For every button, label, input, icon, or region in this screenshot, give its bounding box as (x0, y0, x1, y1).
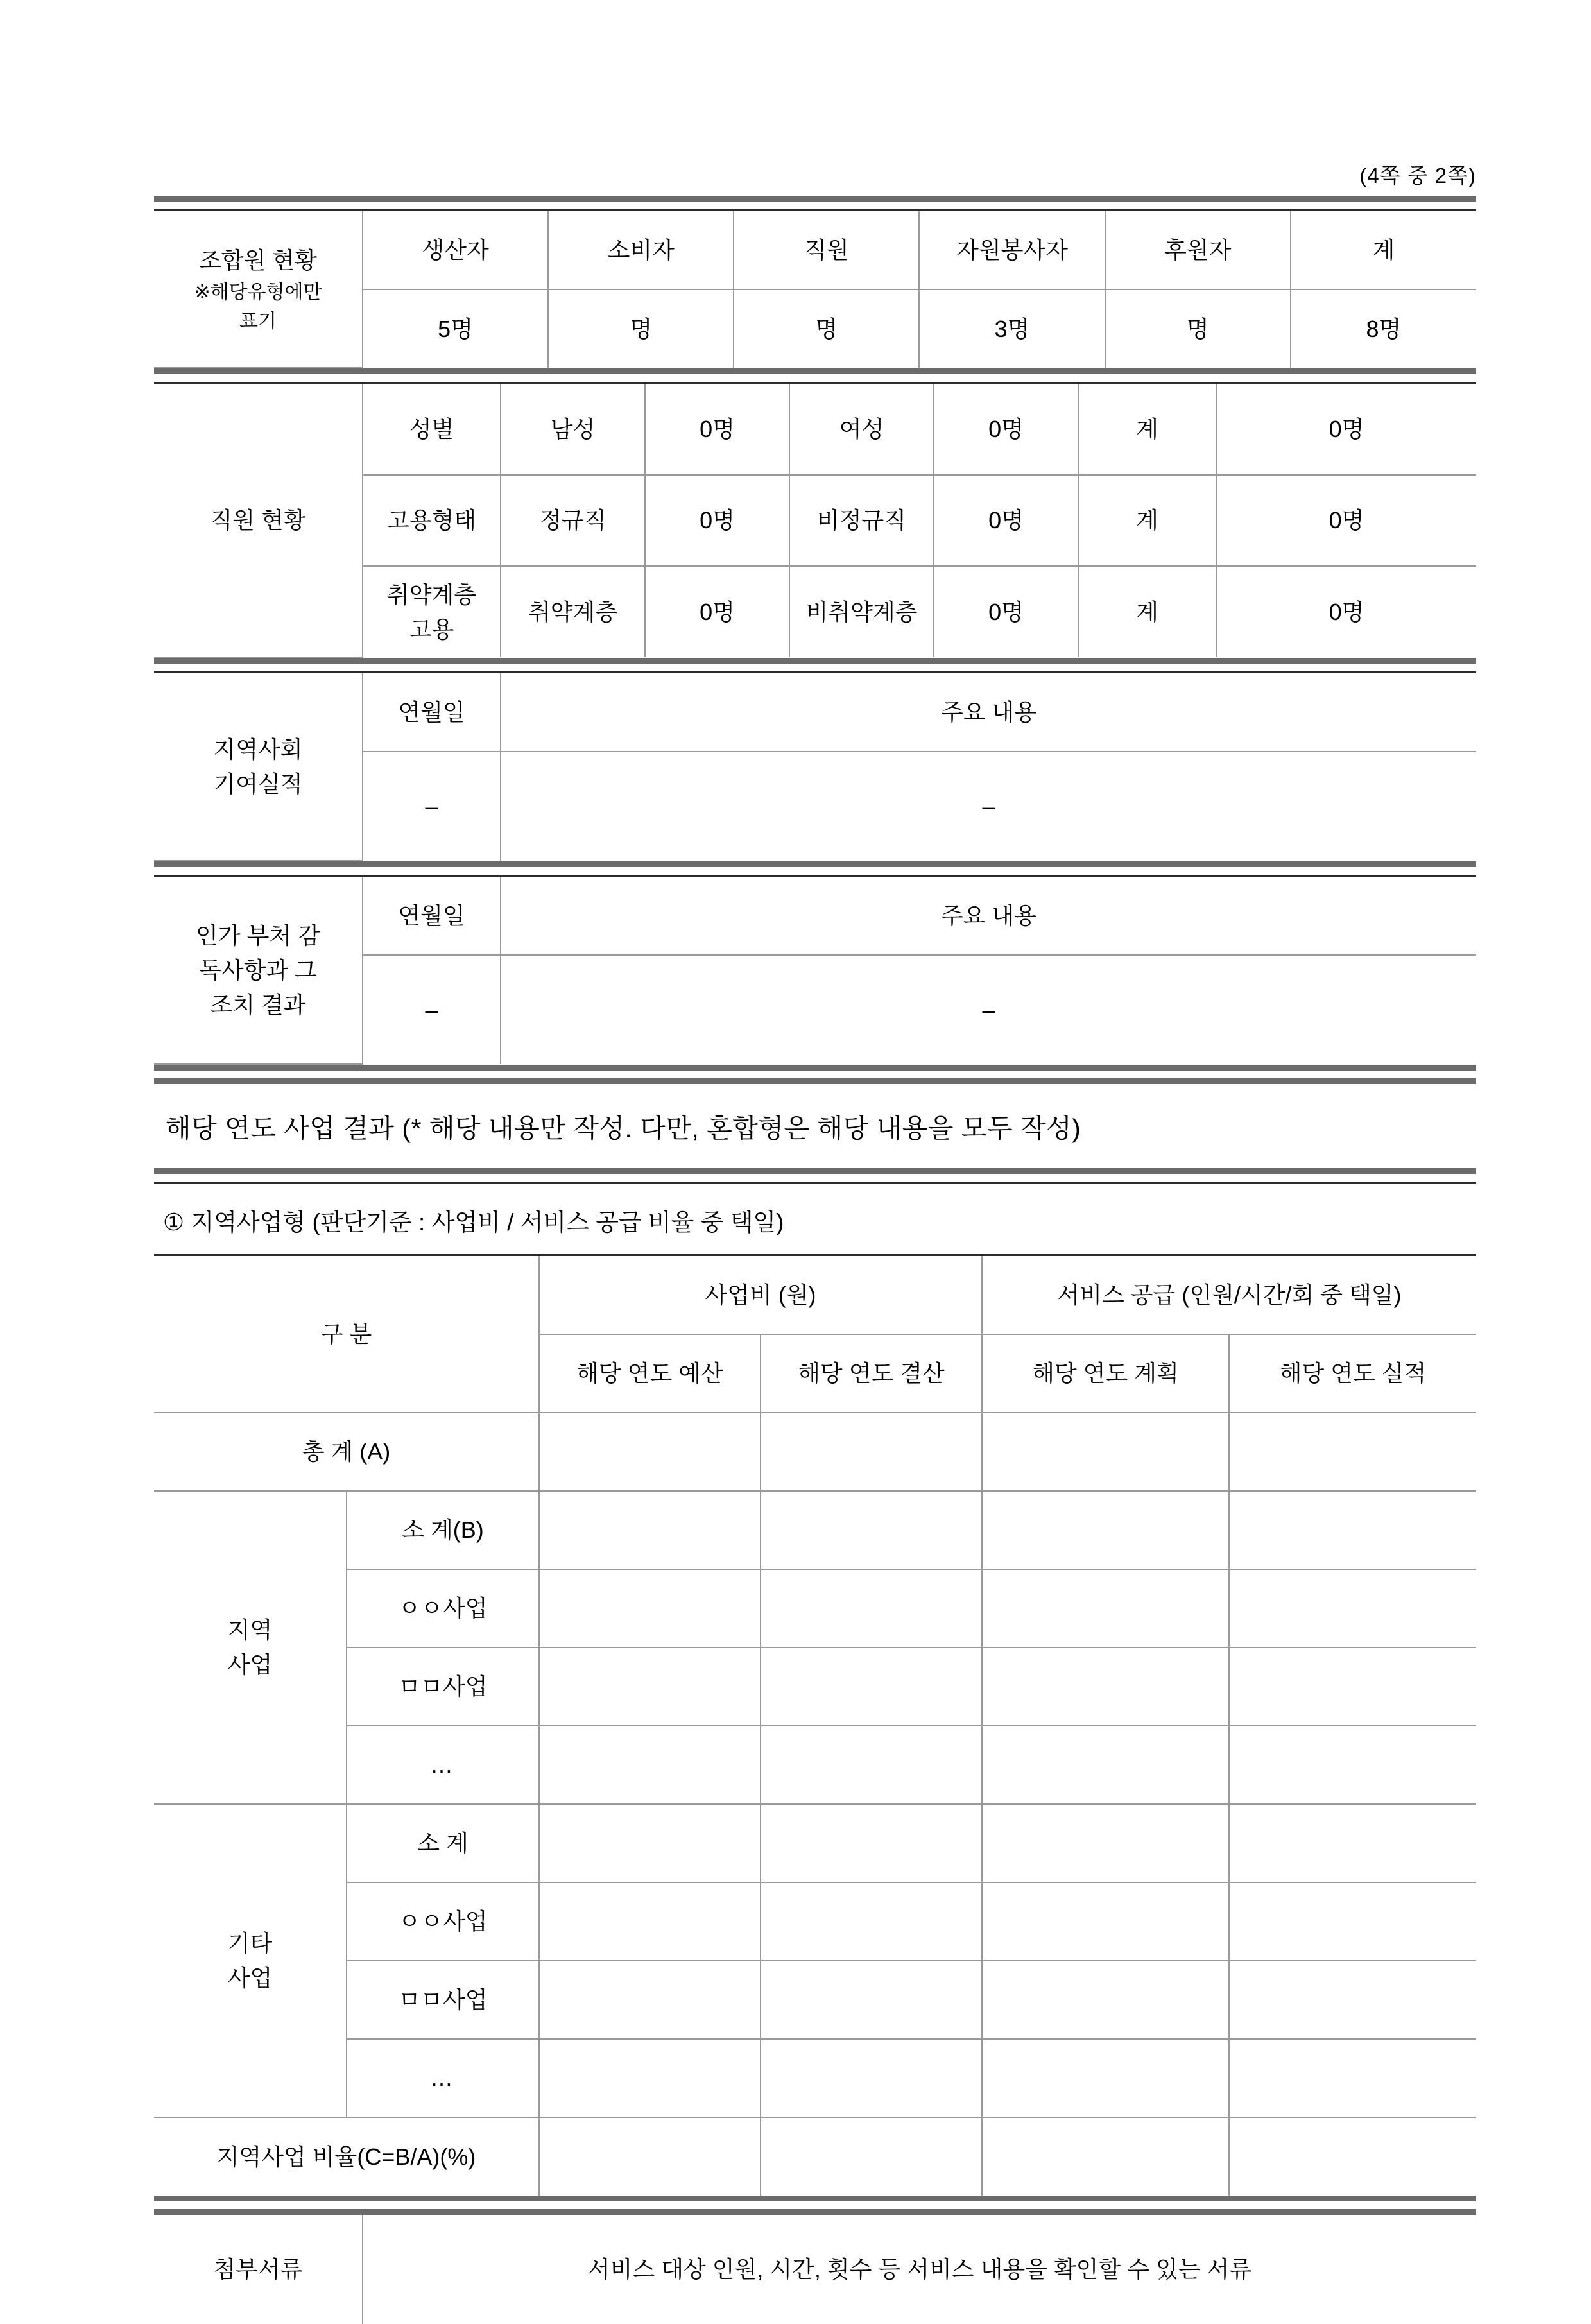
results-other-subtotal-settlement[interactable] (761, 1804, 982, 1882)
member-header-sponsor: 후원자 (1105, 211, 1291, 289)
table-row (154, 2117, 1476, 2196)
results-other-more-settlement[interactable] (761, 2039, 982, 2117)
results-local-project1-settlement[interactable] (761, 1569, 982, 1648)
results-other-project2-settlement[interactable] (761, 1961, 982, 2039)
results-group-local-line2: 사업 (227, 1651, 273, 1678)
results-other-project1-settlement[interactable] (761, 1882, 982, 1961)
results-subheader-plan: 해당 연도 계획 (982, 1334, 1229, 1413)
results-subheader-actual: 해당 연도 실적 (1229, 1334, 1476, 1413)
community-header-content: 주요 내용 (501, 673, 1476, 752)
staff-category-vulnerable-line1: 취약계층 (386, 581, 477, 608)
staff-category-vulnerable (363, 566, 501, 657)
rule-spacer (154, 1174, 1476, 1182)
supervision-label-line3: 조치 결과 (210, 991, 306, 1018)
results-local-project2-plan[interactable] (982, 1648, 1229, 1726)
results-local-project1-plan[interactable] (982, 1569, 1229, 1648)
attachment-table-top-rule (154, 2209, 1476, 2215)
table-row (154, 1804, 1476, 1882)
results-table-bottom-rule (154, 2196, 1476, 2201)
staff-gender-female-label: 여성 (789, 384, 934, 475)
results-other-project2-plan[interactable] (982, 1961, 1229, 2039)
member-status-label-line3: 표기 (239, 311, 277, 332)
results-local-subtotal-budget[interactable] (539, 1491, 761, 1569)
member-status-table (154, 211, 1476, 368)
rule-spacer (154, 664, 1476, 671)
results-group-cost: 사업비 (원) (539, 1256, 982, 1334)
table-row (154, 1569, 1476, 1648)
results-group-local-label (154, 1491, 347, 1804)
results-local-more-budget[interactable] (539, 1726, 761, 1804)
page-indicator: (4쪽 중 2쪽) (1359, 164, 1476, 187)
results-section-title: 해당 연도 사업 결과 (* 해당 내용만 작성. 다만, 혼합형은 해당 내용을 모두 작성) (166, 1114, 1081, 1143)
results-other-subtotal-label: 소 계 (347, 1804, 539, 1882)
table-top-rule (154, 196, 1476, 202)
staff-nonvulnerable-label: 비취약계층 (789, 566, 934, 657)
community-contribution-label (154, 673, 363, 861)
results-section-bottom-rule (154, 1168, 1476, 1174)
results-grand-total-budget[interactable] (539, 1413, 761, 1491)
results-other-project2-actual[interactable] (1229, 1961, 1476, 2039)
rule-spacer (154, 1071, 1476, 1078)
results-local-project2-actual[interactable] (1229, 1648, 1476, 1726)
results-group-local-line1: 지역 (227, 1617, 273, 1643)
results-local-project2-label: ㅁㅁ사업 (347, 1648, 539, 1726)
rule-spacer (154, 867, 1476, 875)
results-other-project1-label: ㅇㅇ사업 (347, 1882, 539, 1961)
rule-spacer (154, 202, 1476, 209)
staff-table-bottom-rule (154, 658, 1476, 664)
results-other-project2-label: ㅁㅁ사업 (347, 1961, 539, 2039)
supervision-value-date: – (363, 955, 501, 1064)
community-value-content: – (501, 752, 1476, 861)
results-local-subtotal-settlement[interactable] (761, 1491, 982, 1569)
staff-vulnerable-label: 취약계층 (501, 566, 645, 657)
staff-gender-female-value: 0명 (934, 384, 1078, 475)
supervision-label-line1: 인가 부처 감 (196, 922, 320, 949)
supervision-header-date: 연월일 (363, 877, 501, 955)
results-local-more-actual[interactable] (1229, 1726, 1476, 1804)
results-other-more-actual[interactable] (1229, 2039, 1476, 2117)
results-other-more-budget[interactable] (539, 2039, 761, 2117)
member-value-volunteer: 3명 (919, 289, 1105, 368)
results-col-division: 구 분 (154, 1256, 539, 1413)
staff-gender-male-value: 0명 (645, 384, 789, 475)
member-value-sponsor: 명 (1105, 289, 1291, 368)
table-row (154, 2039, 1476, 2117)
results-table (154, 1256, 1476, 2196)
results-local-subtotal-label: 소 계(B) (347, 1491, 539, 1569)
table-row (154, 1648, 1476, 1726)
staff-employment-total-value: 0명 (1216, 475, 1476, 566)
results-grand-total-settlement[interactable] (761, 1413, 982, 1491)
results-local-project1-label: ㅇㅇ사업 (347, 1569, 539, 1648)
table-row (154, 1961, 1476, 2039)
attachment-label: 첨부서류 (154, 2215, 363, 2324)
results-group-service: 서비스 공급 (인원/시간/회 중 택일) (982, 1256, 1476, 1334)
staff-employment-regular-label: 정규직 (501, 475, 645, 566)
member-value-producer: 5명 (363, 289, 548, 368)
supervision-table-bottom-rule (154, 1065, 1476, 1071)
staff-employment-irregular-value: 0명 (934, 475, 1078, 566)
results-section-top-rule (154, 1078, 1476, 1084)
results-other-project1-actual[interactable] (1229, 1882, 1476, 1961)
rule-spacer (154, 374, 1476, 382)
supervision-table (154, 877, 1476, 1065)
community-table-bottom-rule (154, 861, 1476, 867)
results-group-other-label (154, 1804, 347, 2117)
results-group-other-line1: 기타 (227, 1930, 273, 1956)
staff-category-employment: 고용형태 (363, 475, 501, 566)
results-other-project2-budget[interactable] (539, 1961, 761, 2039)
staff-employment-regular-value: 0명 (645, 475, 789, 566)
results-other-subtotal-actual[interactable] (1229, 1804, 1476, 1882)
supervision-header-content: 주요 내용 (501, 877, 1476, 955)
attachment-table (154, 2215, 1476, 2324)
member-header-volunteer: 자원봉사자 (919, 211, 1105, 289)
community-value-date: – (363, 752, 501, 861)
staff-status-label: 직원 현황 (154, 384, 363, 657)
staff-employment-total-label: 계 (1078, 475, 1216, 566)
results-local-project2-settlement[interactable] (761, 1648, 982, 1726)
results-other-project1-plan[interactable] (982, 1882, 1229, 1961)
staff-vulnerable-total-label: 계 (1078, 566, 1216, 657)
member-header-employee: 직원 (734, 211, 919, 289)
results-ratio-actual[interactable] (1229, 2117, 1476, 2196)
table-row (154, 1882, 1476, 1961)
results-other-subtotal-plan[interactable] (982, 1804, 1229, 1882)
staff-category-gender: 성별 (363, 384, 501, 475)
table-bottom-rule (154, 368, 1476, 374)
member-status-row-label (154, 211, 363, 368)
results-local-subtotal-plan[interactable] (982, 1491, 1229, 1569)
results-ratio-budget[interactable] (539, 2117, 761, 2196)
member-header-total: 계 (1291, 211, 1476, 289)
member-status-label-line2: ※해당유형에만 (194, 282, 322, 304)
results-subheader-settlement: 해당 연도 결산 (761, 1334, 982, 1413)
results-local-project2-budget[interactable] (539, 1648, 761, 1726)
results-subheader-budget: 해당 연도 예산 (539, 1334, 761, 1413)
results-local-project1-actual[interactable] (1229, 1569, 1476, 1648)
table-row (154, 2215, 1476, 2324)
table-row (154, 673, 1476, 752)
results-local-more-plan[interactable] (982, 1726, 1229, 1804)
staff-vulnerable-value: 0명 (645, 566, 789, 657)
community-contribution-table (154, 673, 1476, 861)
table-row (154, 1256, 1476, 1334)
results-grand-total-plan[interactable] (982, 1413, 1229, 1491)
community-label-line2: 기여실적 (213, 770, 303, 797)
results-ratio-label: 지역사업 비율(C=B/A)(%) (154, 2117, 539, 2196)
results-grand-total-label: 총 계 (A) (154, 1413, 539, 1491)
member-status-label-line1: 조합원 현황 (199, 246, 317, 273)
member-value-employee: 명 (734, 289, 919, 368)
results-subsection-title: ① 지역사업형 (판단기준 : 사업비 / 서비스 공급 비율 중 택일) (163, 1209, 784, 1235)
page-content (154, 0, 1476, 2324)
staff-gender-total-label: 계 (1078, 384, 1216, 475)
member-header-consumer: 소비자 (548, 211, 734, 289)
results-local-more-label: … (347, 1726, 539, 1804)
staff-nonvulnerable-value: 0명 (934, 566, 1078, 657)
results-local-project1-budget[interactable] (539, 1569, 761, 1648)
member-value-total: 8명 (1291, 289, 1476, 368)
table-row (154, 384, 1476, 475)
table-row (154, 1726, 1476, 1804)
supervision-label (154, 877, 363, 1064)
results-other-subtotal-budget[interactable] (539, 1804, 761, 1882)
results-group-other-line2: 사업 (227, 1965, 273, 1991)
attachment-text: 서비스 대상 인원, 시간, 횟수 등 서비스 내용을 확인할 수 있는 서류 (363, 2215, 1476, 2324)
results-other-more-label: … (347, 2039, 539, 2117)
staff-category-vulnerable-line2: 고용 (409, 615, 454, 642)
staff-vulnerable-total-value: 0명 (1216, 566, 1476, 657)
results-ratio-settlement[interactable] (761, 2117, 982, 2196)
staff-employment-irregular-label: 비정규직 (789, 475, 934, 566)
table-row (154, 211, 1476, 289)
member-value-consumer: 명 (548, 289, 734, 368)
table-row (154, 1491, 1476, 1569)
results-local-subtotal-actual[interactable] (1229, 1491, 1476, 1569)
community-label-line1: 지역사회 (213, 736, 303, 762)
results-other-more-plan[interactable] (982, 2039, 1229, 2117)
supervision-value-content: – (501, 955, 1476, 1064)
results-other-project1-budget[interactable] (539, 1882, 761, 1961)
table-row (154, 1413, 1476, 1491)
community-header-date: 연월일 (363, 673, 501, 752)
staff-gender-total-value: 0명 (1216, 384, 1476, 475)
staff-status-table (154, 384, 1476, 658)
results-grand-total-actual[interactable] (1229, 1413, 1476, 1491)
member-header-producer: 생산자 (363, 211, 548, 289)
table-row (154, 877, 1476, 955)
results-local-more-settlement[interactable] (761, 1726, 982, 1804)
rule-spacer (154, 2201, 1476, 2209)
staff-gender-male-label: 남성 (501, 384, 645, 475)
supervision-label-line2: 독사항과 그 (199, 956, 317, 983)
results-ratio-plan[interactable] (982, 2117, 1229, 2196)
